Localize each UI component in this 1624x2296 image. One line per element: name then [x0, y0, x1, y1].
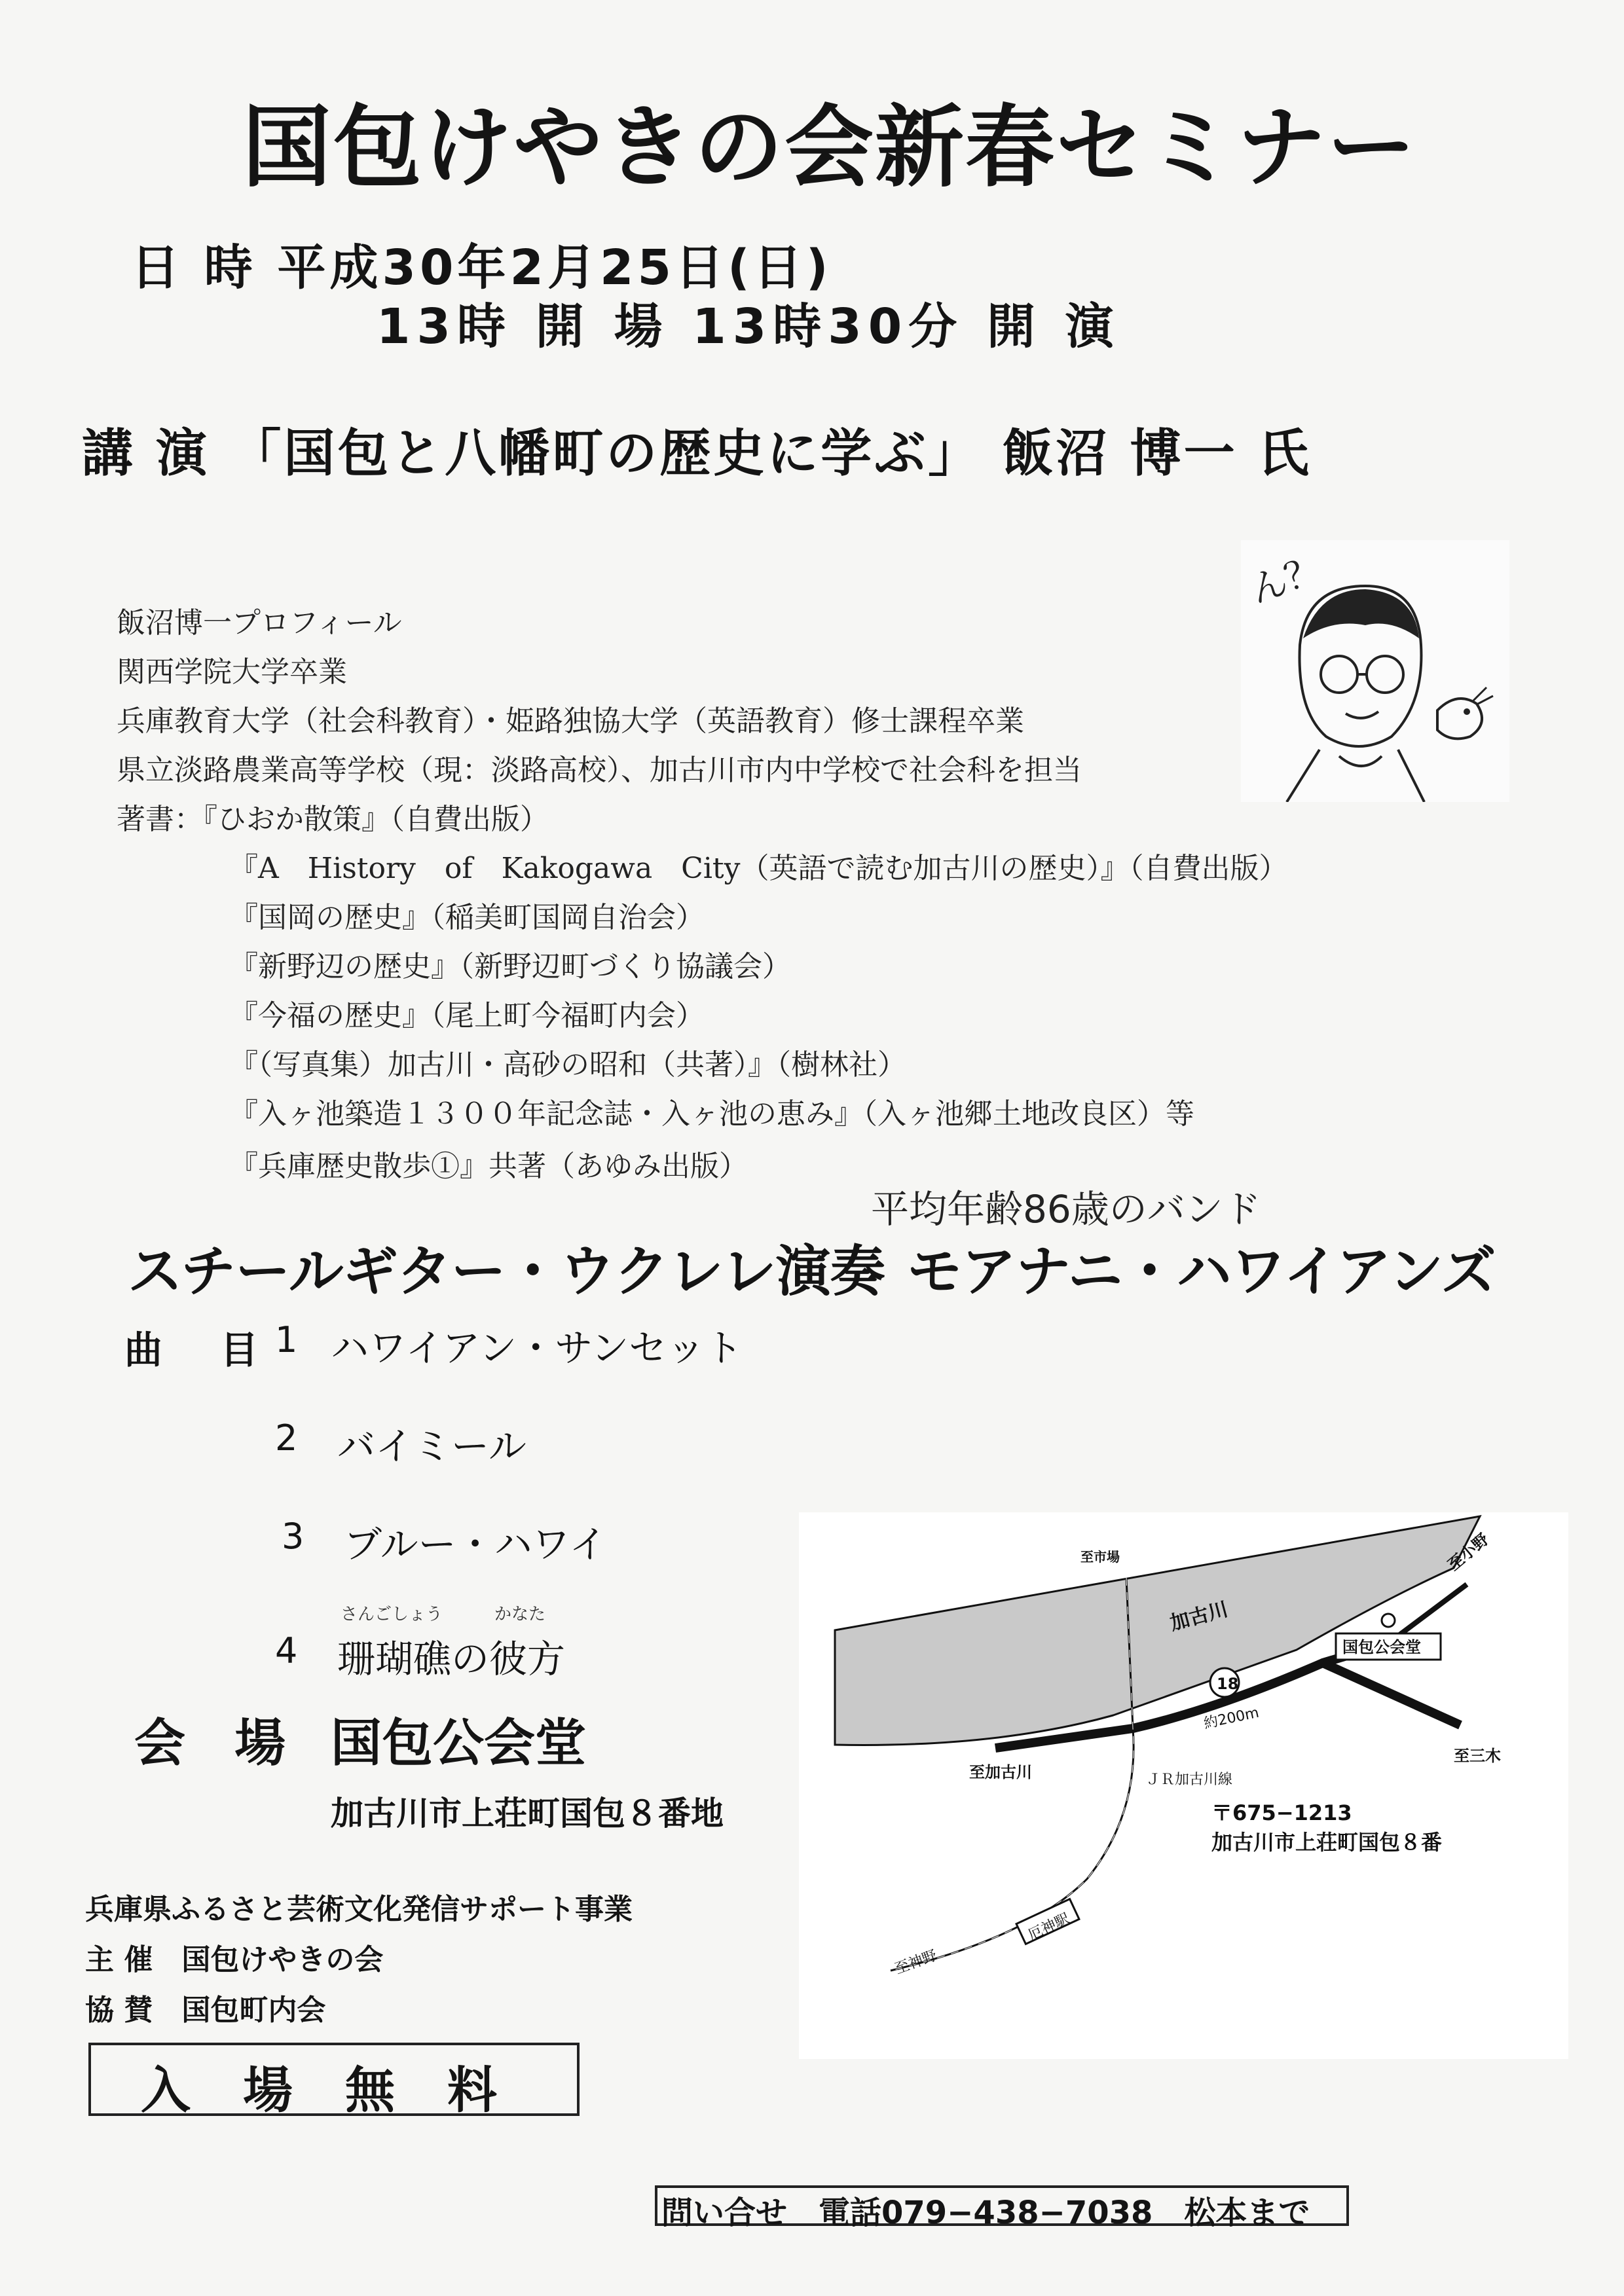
hall-pin-icon	[1382, 1614, 1395, 1627]
to-kanno: 至神野	[893, 1947, 940, 1978]
book-item: 『国岡の歴史』（稲美町国岡自治会）	[229, 901, 705, 934]
performance-title: スチールギター・ウクレレ演奏	[128, 1239, 885, 1303]
rail-line-label: ＪＲ加古川線	[1146, 1772, 1233, 1788]
branch-road	[1323, 1663, 1460, 1725]
event-date: 日 時 平成30年2月25日(日)	[131, 240, 832, 296]
song-number: 1	[275, 1319, 298, 1360]
access-map	[799, 1512, 1568, 2059]
map-river-label: 加古川	[1168, 1597, 1231, 1635]
band-name: モアナニ・ハワイアンズ	[907, 1239, 1496, 1303]
station-name: 厄神駅	[1025, 1910, 1072, 1944]
profile-line: 著書：『ひおか散策』（自費出版）	[117, 803, 549, 836]
lecture-title: 講 演 「国包と八幡町の歴史に学ぶ」 飯沼 博一 氏	[82, 424, 1312, 483]
book-item: 『入ヶ池築造１３００年記念誌・入ヶ池の恵み』（入ヶ池郷土地改良区）等	[229, 1097, 1194, 1131]
book-item: 『（写真集）加古川・高砂の昭和（共著）』（樹林社）	[229, 1048, 906, 1082]
event-time: 13時 開 場 13時30分 開 演	[377, 299, 1120, 355]
venue-name: 国包公会堂	[331, 1714, 587, 1773]
map-distance: 約200m	[1202, 1704, 1261, 1732]
portrait-illustration	[1241, 540, 1509, 802]
sponsor: 協 賛 国包町内会	[85, 1994, 326, 2027]
host: 主 催 国包けやきの会	[85, 1943, 384, 1977]
song-title: 珊瑚礁の彼方	[337, 1637, 566, 1681]
book-item: 『新野辺の歴史』（新野辺町づくり協議会）	[229, 950, 791, 983]
song-ruby: かなた	[494, 1605, 546, 1624]
song-ruby: さんごしょう	[341, 1605, 443, 1624]
song-title: ブルー・ハワイ	[344, 1522, 607, 1567]
map-hall-label: 国包公会堂	[1342, 1638, 1421, 1656]
route-number: 18	[1217, 1675, 1239, 1693]
to-onono: 至小野	[1444, 1529, 1493, 1575]
book-item: 『今福の歴史』（尾上町今福町内会）	[229, 999, 705, 1032]
page-title: 国包けやきの会新春セミナー	[242, 96, 1417, 200]
profile-line: 関西学院大学卒業	[117, 655, 347, 689]
songs-label: 曲 目	[124, 1328, 281, 1372]
venue-label: 会 場	[134, 1714, 302, 1773]
venue-address: 加古川市上荘町国包８番地	[331, 1795, 724, 1832]
song-title: バイミール	[337, 1424, 526, 1468]
map-address: 加古川市上荘町国包８番	[1211, 1830, 1443, 1855]
song-number: 4	[275, 1630, 298, 1671]
profile-line: 県立淡路農業高等学校（現：淡路高校）、加古川市内中学校で社会科を担当	[117, 754, 1082, 787]
to-ichiba: 至市場	[1080, 1549, 1120, 1565]
to-kakogawa: 至加古川	[969, 1763, 1032, 1781]
profile-line: 兵庫教育大学（社会科教育）・姫路独協大学（英語教育）修士課程卒業	[117, 704, 1024, 738]
song-number: 2	[275, 1417, 298, 1459]
portrait-caption: ん？	[1244, 547, 1328, 613]
profile-heading: 飯沼博一プロフィール	[117, 606, 402, 640]
map-postal: 〒675−1213	[1211, 1800, 1352, 1825]
book-item: 『兵庫歴史散歩①』共著（あゆみ出版）	[229, 1150, 748, 1183]
song-number: 3	[282, 1516, 304, 1557]
song-title: ハワイアン・サンセット	[331, 1326, 743, 1370]
to-miki: 至三木	[1454, 1747, 1501, 1765]
river-shape	[835, 1516, 1480, 1745]
band-subtitle: 平均年齢86歳のバンド	[871, 1187, 1261, 1231]
contact-info: 問い合せ 電話079−438−7038 松本まで	[661, 2195, 1310, 2231]
admission-free: 入場無料	[141, 2061, 549, 2119]
support-program: 兵庫県ふるさと芸術文化発信サポート事業	[85, 1893, 633, 1926]
cartoon-portrait-icon	[1241, 540, 1509, 802]
book-item: 『A History of Kakogawa City（英語で読む加古川の歴史）』（自費出版）	[229, 852, 1288, 885]
